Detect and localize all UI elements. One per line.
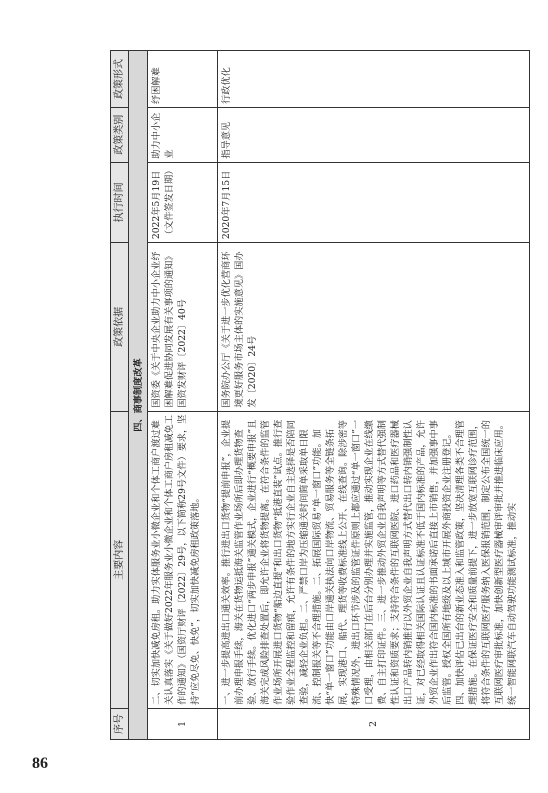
table-header-row	[111, 51, 129, 740]
policy-table	[110, 50, 530, 740]
section-title: 四、商事制度改革	[129, 51, 148, 740]
row-type: 助力中小企业	[148, 107, 218, 162]
row-main-content: 一、进一步提高进出口通关效率。推行进出口货物“提前申报”，企业提前办理申报手续，海关在货物运抵海关监管作业场所后即办理货物查验、放行手续。优化进口“两步申报”通关模式，企业进行“概要申报”且海关完成风险排查处置后，即允许企业将货物提离。在符合条件的监管作业场所开展进口货物“船边直提”和出口货物“抵港直装”试点。推行查验作业全程监控和留痕，允许有条件的地方实行企业自主选择是否陪同查验，减轻企业负担。二、严禁口岸为压缩通关时间简单采取单日限流、控制报关等不合理措施。二、拓展国际贸易“单一窗口”功能。加快“单一窗口”功能由口岸通关执法向口岸物流、贸易服务等全链条拓展，实现港口、船代、理货等收费标准线上公开、在线查询。除涉密等特殊情况外，进出口环节涉及的监管证件原则上都应通过“单一窗口”一口受理，由相关部门在后台分别办理并实施监管，推动实现企业在线缴费、自主打印证件。三、进一步推动外贸企业自我声明等方式替代强制性认证和资质要求；支持符合条件的互联网医院、进口药品和医疗器械出口产品转内销推行以外贸企业自我声明方式替代出口转内销强制性认证，对已经取得相关国际认证且认证标准不低于国内标准的产品，允许外贸企业作出符合国内标准的书面承诺后直接上市销售，并加强事中事后监管。授权全国所有地级及以上城市开展外商投资企业注册登记。四、加快评估已出台的新业态准入和监管政策，坚决清理各类不合理管理措施。在保证医疗安全和质量前提下，进一步放宽互联网诊疗范围，将符合条件的互联网医疗服务纳入医保报销范围，制定公布全国统一的互联网医疗审批标准，加快创新型医疗器械审评审批并推进临床应用。统一智能网联汽车自动驾驶功能测试标准，推动实	[218, 411, 530, 708]
row-time: 2022年5月19日（文件签发日期）	[148, 162, 218, 242]
section-row	[129, 51, 148, 740]
table-row	[148, 51, 218, 740]
row-type: 指导意见	[218, 107, 530, 162]
row-form: 纾困解难	[148, 51, 218, 108]
row-basis: 国资委《关于中央企业助力中小企业纾困解难促进协同发展有关事项的通知》国资发财评〔2022〕40号	[148, 243, 218, 411]
header-type: 政策类别	[111, 107, 129, 162]
row-basis: 国务院办公厅《关于进一步优化营商环境更好服务市场主体的实施意见》国办发〔2020〕24号	[218, 243, 530, 411]
row-time: 2020年7月15日	[218, 162, 530, 242]
row-main-content: 二、切实加快减免房租。助力实体服务业小微企业和个体工商户渡过难关认真落实《关于做好2022年服务业小微企业和个体工商户房租减免工作的通知》（国资厅财评〔2022〕29号，以下简称29号文件）要求，坚持“应免尽免、快免”，切实加快减免房租政策落地。	[148, 411, 218, 708]
row-form: 行政优化	[218, 51, 530, 108]
header-form: 政策形式	[111, 51, 129, 108]
header-main: 主要内容	[111, 411, 129, 708]
row-number: 2	[218, 708, 530, 739]
rotated-table-container	[110, 50, 530, 740]
header-time: 执行时间	[111, 162, 129, 242]
table-row	[218, 51, 530, 740]
header-basis: 政策依据	[111, 243, 129, 411]
page-number: 86	[32, 755, 48, 772]
row-number: 1	[148, 708, 218, 739]
header-no: 序号	[111, 708, 129, 739]
